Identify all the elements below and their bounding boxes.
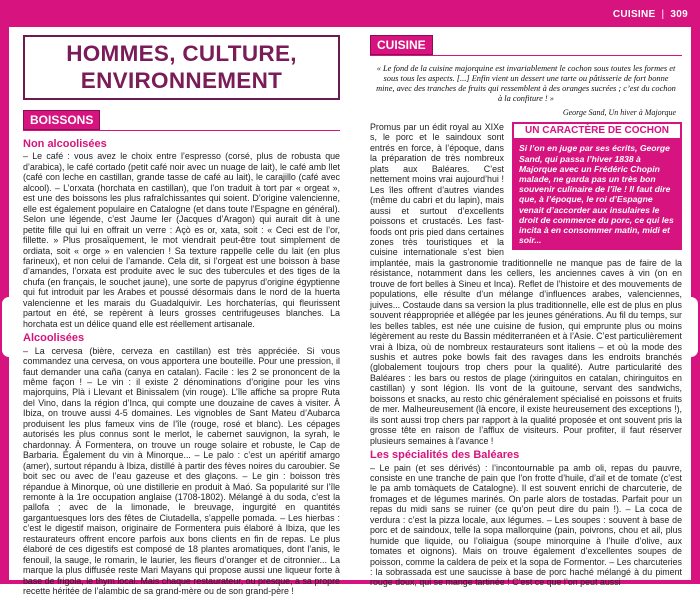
right-thumb-tab (684, 297, 698, 357)
paragraph-alcoolisees: – La cervesa (bière, cerveza en castillan) est très appréciée. Si vous commandez una cervesa, on vous apportera une bouteille. Pour une pression, il faut demander una caña (canya en catalan). Facile : les 2 se prononcent de la même façon ! – Le vin : il existe 2 dénominations d’origine pour les vins majorquins, Plà i Llevant et Binissalem (vin rouge). L’île affiche sa propre Ruta del Vino, dans la région d’Inca, qui compte une douzaine de caves à visiter. À Ibiza, on trouve aussi 4-5 domaines. Les vignobles de Sant Mateu d’Aubarca produisent les plus fameux vins de l’île (rouge, rosé et blanc). Les cépages autorisés les plus connus sont le merlot, le cabernet sauvignon, la syrah, le chardonnay. À Formentera, on trouve un rouge solaire et robuste, le Cap de Barbaria. Également du vin à Minorque... – Le palo : c’est un apéritif amargo (amer), surtout répandu à Ibiza, distillé à partir des fèves noires du caroubier. Se boit sec ou avec de l’eau gazeuse et des glaçons. – Le gin : boisson très répandue à Minorque, où une distillerie en produit à Maó. Sa popularité sur l’île remonte à la 1re occupation anglaise (1708-1802). Mélangé à du soda, c’est la pallofa ; avec de la limonade, le breuvage, ingurgité en quantités gargantuesques lors des fêtes de Ciutadella, s’appelle pomada. – Les hierbas : c’est le digestif maison, originaire de Formentera puis élaboré à Ibiza, que les restaurateurs offrent encore parfois aux bons clients en fin de repas. Le plus élaboré de ces digestifs est composé de 18 plantes aromatiques, dont l’anis, le fenouil, la sauge, le romarin, le laurier, les fleurs d’oranger et de citronnier... La marque la plus diffusée reste Mari Mayans qui propose aussi une liqueur forte à base de frigola, le thym local. Mais chaque restaurateur, ou presque, a sa propre recette héritée de l’alambic de sa grand-mère ou de son grand-père ! (23, 345, 340, 596)
section-rule (23, 130, 340, 131)
sidebox-title: UN CARACTÈRE DE COCHON (512, 122, 682, 140)
left-column (23, 35, 340, 596)
page-body (9, 27, 691, 596)
quote-text: « Le fond de la cuisine majorquine est invariablement le cochon sous toutes les formes et sous tous les aspects. [...] Enfin vient un dessert une tarte ou pâtisserie de fort bonne mine, avec des tranches de fruits qui ressemblent à des oranges sucrées ; c’est du cochon à la confiture ! » (376, 64, 676, 103)
section-rule (370, 55, 682, 56)
heading-alcoolisees: Alcoolisées (23, 332, 85, 345)
heading-specialites: Les spécialités des Baléares (370, 449, 520, 462)
sidebox-text: Si l’on en juge par ses écrits, George Sand, qui passa l’hiver 1838 à Majorque avec un Frédéric Chopin malade, ne garda pas un très bon souvenir culinaire de l’île ! Il faut dire que, à l’époque, le roi d’Espagne venait d’accorder aux insulaires le droit de commerce du porc, ce qui les incita à en consommer matin, midi et soir... (519, 143, 674, 246)
heading-non-alcoolisees: Non alcoolisées (23, 138, 107, 150)
intro-block (370, 122, 682, 446)
right-column (370, 35, 682, 588)
paragraph-intro-cuisine: Promus par un édit royal au XIXe s, le porc et le saindoux sont entrés en force, à l’époque, dans la préparation de très nombreux plats aux Baléares. C’est nettement moins vrai aujourd’hui ! Les îles offrent d’autres viandes (même du cabri et du lapin), mais aussi et surtout d’excellents poissons et crustacés. Les fast-foods ont pris pied dans certaines zones très touristiques et la cuisine internationale s’est bien implantée, mais la gastronomie traditionnelle ne manque pas de faire de la résistance, notamment dans les cellers, les anciennes caves à vin (on en trouve de fort belles à Sineu et Inca). Reflet de l’histoire et des mouvements de populations, elle résulte d’un mélange d’influences arabes, valenciennes, juives... Costaude dans sa version la plus traditionnelle, elle est de plus en plus souvent réappropriée et allégée par les jeunes générations. Au fil du temps, sur les belles tables, est née une cuisine de fusion, qui emprunte plus ou moins légèrement au reste du Bassin méditerranéen et à l’Asie. C’est particulièrement vrai à Ibiza, où de nombreux restaurateurs sont italiens – et où la mode des sushis et autres poke bowls fait des ravages dans les endroits branchés (globalement toujours trop chers pour la qualité). Autre particularité des Baléares : les bars ou restos de plage (xiringuitos en catalan, chiringuitos en castillan) y sont légion. Ils vont de la guitoune, servant des sandwichs, boissons et snacks, au resto chic généralement spécialisé en poissons et fruits de mer. Malheureusement (là encore, il existe heureusement des exceptions !), ils sont aussi trop chers par rapport à la qualité proposée et ont souvent pris la grosse tête en raison de l’afflux de visiteurs. Pour profiter, il faut réserver plusieurs semaines à l’avance ! (370, 122, 682, 446)
running-header: CUISINE | 309 (612, 9, 688, 20)
chapter-title: HOMMES, CULTURE, ENVIRONNEMENT (23, 35, 340, 100)
left-thumb-tab (2, 297, 16, 357)
section-tag-boissons: BOISSONS (23, 110, 100, 130)
sidebox-caractere-de-cochon (512, 122, 682, 250)
quote-signature: George Sand, Un hiver à Majorque (562, 108, 676, 117)
paragraph-non-alcoolisees: – Le café : vous avez le choix entre l’espresso (corsé, plus de robusta que d’arabica), le café cortado (petit café noir avec un nuage de lait), le café amb llet (café con leche en castillan, grande tasse de café au lait), le carajillo (café avec alcool). – L’orxata (horchata en castillan), que l’on traduit à tort par « orgeat », est une des boissons les plus rafraîchissantes qui soient. D’origine valencienne, elle est également populaire en Catalogne (et dans toute l’Espagne en général). Selon une légende, c’est Jaume Ier (Jacques d’Aragon) qui aurait dit à une petite fille qui lui en offrait un verre : Açò es or, xata, soit : « Ceci est de l’or, fillette. » Plus prosaïquement, le mot viendrait peut-être tout simplement de ordiata, soit « orge » en valencien ! Sa texture rappelle celle du lait (en plus farineux), et non celui de l’amande. Cela dit, si l’orgeat est une boisson à base d’amandes, l’orxata est produite avec le suc des tubercules et des tiges de la chufa (en français, le souchet jaune), une sorte de papyrus d’origine égyptienne qui fut introduit par les Arabes et poussé désormais dans le nord de la huerta valencienne et les marais du Guadalquivir. Les horchaterías, qui fleurissent partout en été, se repèrent à leurs grosses centrifugeuses blanches. La horchata est un délice quand elle est réellement artisanale. (23, 151, 340, 329)
page-number: 309 (670, 9, 688, 20)
section-tag-cuisine: CUISINE (370, 35, 433, 55)
paragraph-specialites: – Le pain (et ses dérivés) : l’incontournable pa amb oli, repas du pauvre, consiste en une tranche de pain que l’on frotte d’huile, d’ail et de tomate (c’est le pa amb tomàquets de Catalogne). Il est souvent enrichi de charcuterie, de fromages et de légumes marinés. On parle alors de tostadas. Parfait pour un repas du midi sans se ruiner (ce qu’on peut dire du pain !). – La coca de verdura : c’est la pizza locale, aux légumes. – Les soupes : souvent à base de porc et de saindoux, telle la sopa mallorquine (pain, poivrons, chou et ail, plus humide que liquide, ou l’oliaigua (soupe minorquine à l’huile d’olive, aux tomates et oignons). Mais on trouve également d’excellentes soupes de poisson, comme la caldera de peix et la sopa de Formentor. – Les charcuteries : la sobrassada est une saucisse à base de porc haché mélangé à du piment rouge doux, qui se mange tartinée ! C’est ce que l’on peut aussi (370, 462, 682, 588)
george-sand-quote (376, 64, 676, 118)
running-header-section: CUISINE (612, 9, 656, 20)
